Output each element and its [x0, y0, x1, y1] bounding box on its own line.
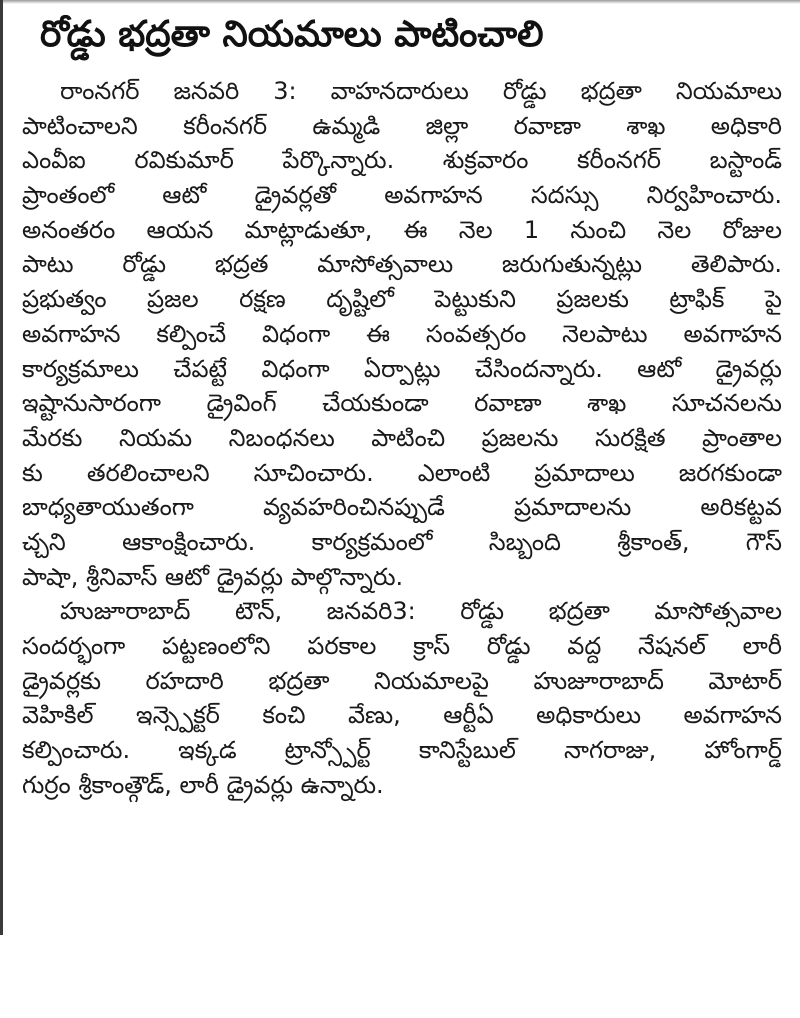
text-line: ఇష్టానుసారంగా డ్రైవింగ్ చేయకుండా రవాణా శాఖ సూచనలను — [22, 389, 782, 418]
text-line: మేరకు నియమ నిబంధనలు పాటించి ప్రజలను సురక్షిత ప్రాంతాల — [22, 423, 782, 452]
page-top-edge — [0, 0, 800, 4]
text-line: చ్చని ఆకాంక్షించారు. కార్యక్రమంలో సిబ్బంది శ్రీకాంత్, గౌస్ — [22, 527, 782, 556]
text-line: గుర్రం శ్రీకాంత్గౌడ్, లారీ డ్రైవర్లు ఉన్నారు. — [22, 770, 384, 799]
text-line: డ్రైవర్లకు రహదారి భద్రతా నియమాలపై హుజూరాబాద్ మోటార్ — [22, 666, 782, 695]
text-line: పాటించాలని కరీంనగర్ ఉమ్మడి జిల్లా రవాణా శాఖ అధికారి — [22, 111, 782, 140]
text-line: వెహికిల్ ఇన్స్పెక్టర్ కంచి వేణు, ఆర్టీఏ అధికారులు అవగాహన — [22, 701, 782, 730]
text-line: ప్రభుత్వం ప్రజల రక్షణ దృష్టిలో పెట్టుకుని ప్రజలకు ట్రాఫిక్ పై — [22, 285, 782, 314]
text-line: అవగాహన కల్పించే విధంగా ఈ సంవత్సరం నెలపాటు అవగాహన — [22, 319, 782, 348]
text-line: కు తరలించాలని సూచించారు. ఎలాంటి ప్రమాదాలు జరగకుండా — [22, 458, 782, 487]
text-line: కల్పించారు. ఇక్కడ ట్రాన్స్పోర్ట్ కానిస్టేబుల్ నాగరాజు, హోంగార్డ్ — [22, 736, 782, 765]
text-line: బాధ్యతాయుతంగా వ్యవహరించినప్పుడే ప్రమాదాలను అరికట్టవ — [22, 493, 782, 522]
article-paragraph-2 — [22, 594, 782, 802]
text-line: పాటు రోడ్డు భద్రత మాసోత్సవాలు జరుగుతున్నట్లు తెలిపారు. — [22, 250, 782, 279]
text-line: అనంతరం ఆయన మాట్లాడుతూ, ఈ నెల 1 నుంచి నెల రోజుల — [22, 215, 782, 244]
article-paragraph-1 — [22, 74, 782, 594]
text-line: కార్యక్రమాలు చేపట్టే విధంగా ఏర్పాట్లు చేసిందన్నారు. ఆటో డ్రైవర్లు — [22, 354, 782, 383]
text-line: రాంనగర్ జనవరి 3: వాహనదారులు రోడ్డు భద్రతా నియమాలు — [60, 77, 782, 105]
news-article — [22, 10, 782, 802]
text-line: సందర్భంగా పట్టణంలోని పరకాల క్రాస్ రోడ్డు వద్ద నేషనల్ లారీ — [22, 632, 782, 660]
column-rule — [0, 0, 3, 935]
text-line: ఎంవీఐ రవికుమార్ పేర్కొన్నారు. శుక్రవారం కరీంనగర్ బస్టాండ్ — [22, 146, 782, 175]
text-line: ప్రాంతంలో ఆటో డ్రైవర్లతో అవగాహన సదస్సు నిర్వహించారు. — [22, 181, 782, 210]
text-line: హుజూరాబాద్ టౌన్, జనవరి3: రోడ్డు భద్రతా మాసోత్సవాల — [60, 597, 782, 626]
text-line: పాషా, శ్రీనివాస్ ఆటో డ్రైవర్లు పాల్గొన్నారు. — [22, 562, 404, 591]
article-headline: రోడ్డు భద్రతా నియమాలు పాటించాలి — [40, 14, 544, 55]
